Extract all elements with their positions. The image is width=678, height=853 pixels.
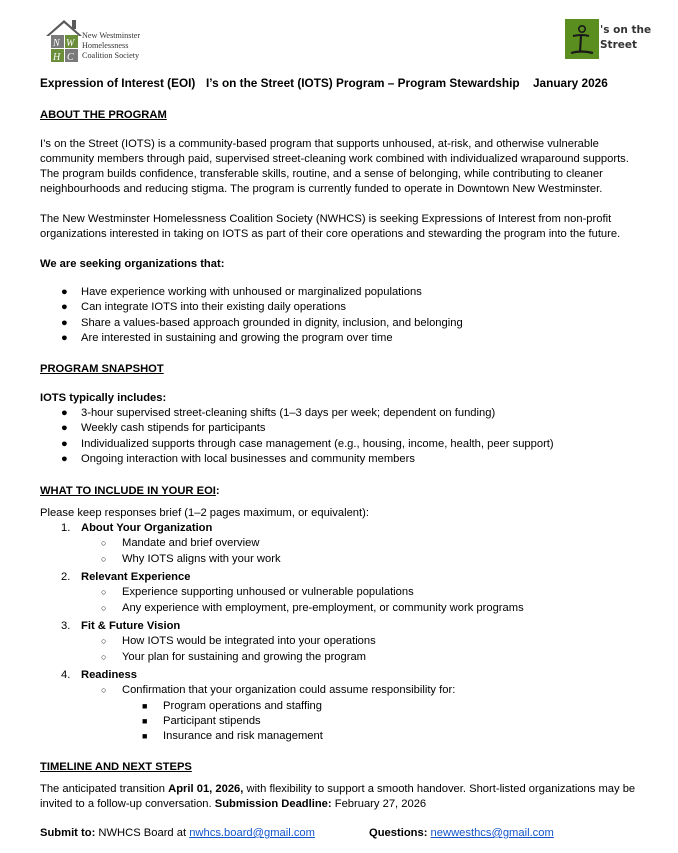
questions-email-link[interactable]: newwesthcs@gmail.com — [430, 827, 554, 839]
logo-line: Coalition Society — [82, 51, 140, 60]
seeking-heading: We are seeking organizations that: — [40, 258, 225, 270]
header-eoi: Expression of Interest (EOI) — [40, 76, 196, 90]
submit-email-link[interactable]: nwhcs.board@gmail.com — [189, 827, 315, 839]
section-subitem: Program operations and staffing — [163, 700, 323, 712]
logo-line: Homelessness — [82, 41, 129, 50]
svg-text:H: H — [53, 52, 61, 63]
section-item: Any experience with employment, pre-employment, or community work programs — [122, 602, 524, 614]
iots-mark-icon — [564, 17, 600, 61]
section-number: 1. — [61, 522, 71, 534]
bullet-circle-icon: ○ — [101, 652, 107, 662]
include-heading-wrap — [40, 484, 220, 499]
logo-line: Street — [600, 39, 638, 51]
header-title: I’s on the Street (IOTS) Program – Program Stewardship — [206, 76, 520, 90]
iots-logo-text — [600, 23, 651, 53]
snapshot-heading: PROGRAM SNAPSHOT — [40, 363, 164, 375]
timeline-line2 — [40, 797, 426, 812]
section-title: About Your Organization — [81, 522, 213, 534]
deadline-date: February 27, 2026 — [331, 798, 427, 810]
logo-line: 's on the — [600, 24, 652, 36]
nwhcs-logo-text — [82, 31, 140, 61]
nwhcs-logo — [44, 16, 154, 64]
bullet-dot-icon: ● — [61, 438, 68, 450]
deadline-label: Submission Deadline: — [214, 798, 332, 810]
bullet-square-icon: ■ — [142, 716, 148, 726]
svg-text:N: N — [53, 38, 60, 49]
bullet-dot-icon: ● — [61, 301, 68, 313]
header-date: January 2026 — [533, 76, 608, 90]
svg-text:W: W — [66, 38, 75, 49]
include-heading: WHAT TO INCLUDE IN YOUR EOI — [40, 485, 216, 497]
bullet-square-icon: ■ — [142, 701, 148, 711]
about-para1-line: I’s on the Street (IOTS) is a community-based program that supports unhoused, at-risk, and otherwise vulnerable — [40, 138, 599, 150]
snapshot-subheading: IOTS typically includes: — [40, 392, 167, 404]
bullet-dot-icon: ● — [61, 317, 68, 329]
section-number: 4. — [61, 669, 71, 681]
about-para1-line: community members through paid, supervised street-cleaning work combined with individualized wraparound supports. — [40, 153, 629, 165]
submit-label: Submit to: — [40, 827, 96, 839]
timeline-line1 — [40, 782, 635, 797]
bullet-circle-icon: ○ — [101, 636, 107, 646]
bullet-dot-icon: ● — [61, 407, 68, 419]
timeline-heading: TIMELINE AND NEXT STEPS — [40, 761, 192, 773]
bullet-dot-icon: ● — [61, 286, 68, 298]
about-para2-line: The New Westminster Homelessness Coalition Society (NWHCS) is seeking Expressions of Interest from non-profit — [40, 213, 612, 225]
timeline-text: The anticipated transition — [40, 783, 169, 795]
submit-text: NWHCS Board at — [95, 827, 190, 839]
seeking-item: Can integrate IOTS into their existing daily operations — [81, 301, 346, 313]
section-number: 3. — [61, 620, 71, 632]
include-heading-colon: : — [215, 485, 220, 497]
about-para2-line: organizations interested in taking on IOTS as part of their core operations and stewarding the program into the future. — [40, 228, 621, 240]
section-title: Relevant Experience — [81, 571, 191, 583]
transition-date: April 01, 2026, — [168, 783, 244, 795]
section-number: 2. — [61, 571, 71, 583]
bullet-circle-icon: ○ — [101, 685, 107, 695]
timeline-text: invited to a follow-up conversation. — [40, 798, 215, 810]
bullet-circle-icon: ○ — [101, 587, 107, 597]
section-item: Why IOTS aligns with your work — [122, 553, 281, 565]
snapshot-item: Individualized supports through case management (e.g., housing, income, health, peer support) — [81, 438, 554, 450]
questions-line — [369, 826, 554, 841]
section-item: Confirmation that your organization could assume responsibility for: — [122, 684, 456, 696]
section-title: Fit & Future Vision — [81, 620, 181, 632]
section-title: Readiness — [81, 669, 137, 681]
bullet-circle-icon: ○ — [101, 603, 107, 613]
section-item: Your plan for sustaining and growing the program — [122, 651, 366, 663]
bullet-dot-icon: ● — [61, 332, 68, 344]
bullet-dot-icon: ● — [61, 453, 68, 465]
logo-line: New Westminster — [82, 31, 141, 40]
bullet-dot-icon: ● — [61, 422, 68, 434]
section-subitem: Insurance and risk management — [163, 730, 323, 742]
seeking-item: Have experience working with unhoused or marginalized populations — [81, 286, 422, 298]
bullet-circle-icon: ○ — [101, 554, 107, 564]
submit-line — [40, 826, 315, 841]
timeline-text: with flexibility to support a smooth handover. Short-listed organizations may be — [243, 783, 636, 795]
snapshot-item: Weekly cash stipends for participants — [81, 422, 266, 434]
snapshot-item: Ongoing interaction with local businesses and community members — [81, 453, 415, 465]
svg-text:C: C — [67, 52, 74, 63]
include-intro: Please keep responses brief (1–2 pages maximum, or equivalent): — [40, 507, 369, 519]
section-item: Mandate and brief overview — [122, 537, 260, 549]
snapshot-item: 3-hour supervised street-cleaning shifts (1–3 days per week; dependent on funding) — [81, 407, 496, 419]
bullet-square-icon: ■ — [142, 731, 148, 741]
about-para1-line: neighbourhoods and reducing stigma. The program is currently funded to operate in Downtown New Westminster. — [40, 183, 603, 195]
section-item: Experience supporting unhoused or vulnerable populations — [122, 586, 414, 598]
house-logo-icon — [44, 16, 84, 64]
about-para1-line: The program builds confidence, transferable skills, routine, and a sense of belonging, while contributing to cleaner — [40, 168, 603, 180]
section-subitem: Participant stipends — [163, 715, 261, 727]
about-heading: ABOUT THE PROGRAM — [40, 109, 167, 121]
section-item: How IOTS would be integrated into your operations — [122, 635, 376, 647]
seeking-item: Are interested in sustaining and growing the program over time — [81, 332, 393, 344]
seeking-item: Share a values-based approach grounded in dignity, inclusion, and belonging — [81, 317, 463, 329]
bullet-circle-icon: ○ — [101, 538, 107, 548]
iots-logo — [564, 17, 652, 63]
questions-label: Questions: — [369, 827, 428, 839]
